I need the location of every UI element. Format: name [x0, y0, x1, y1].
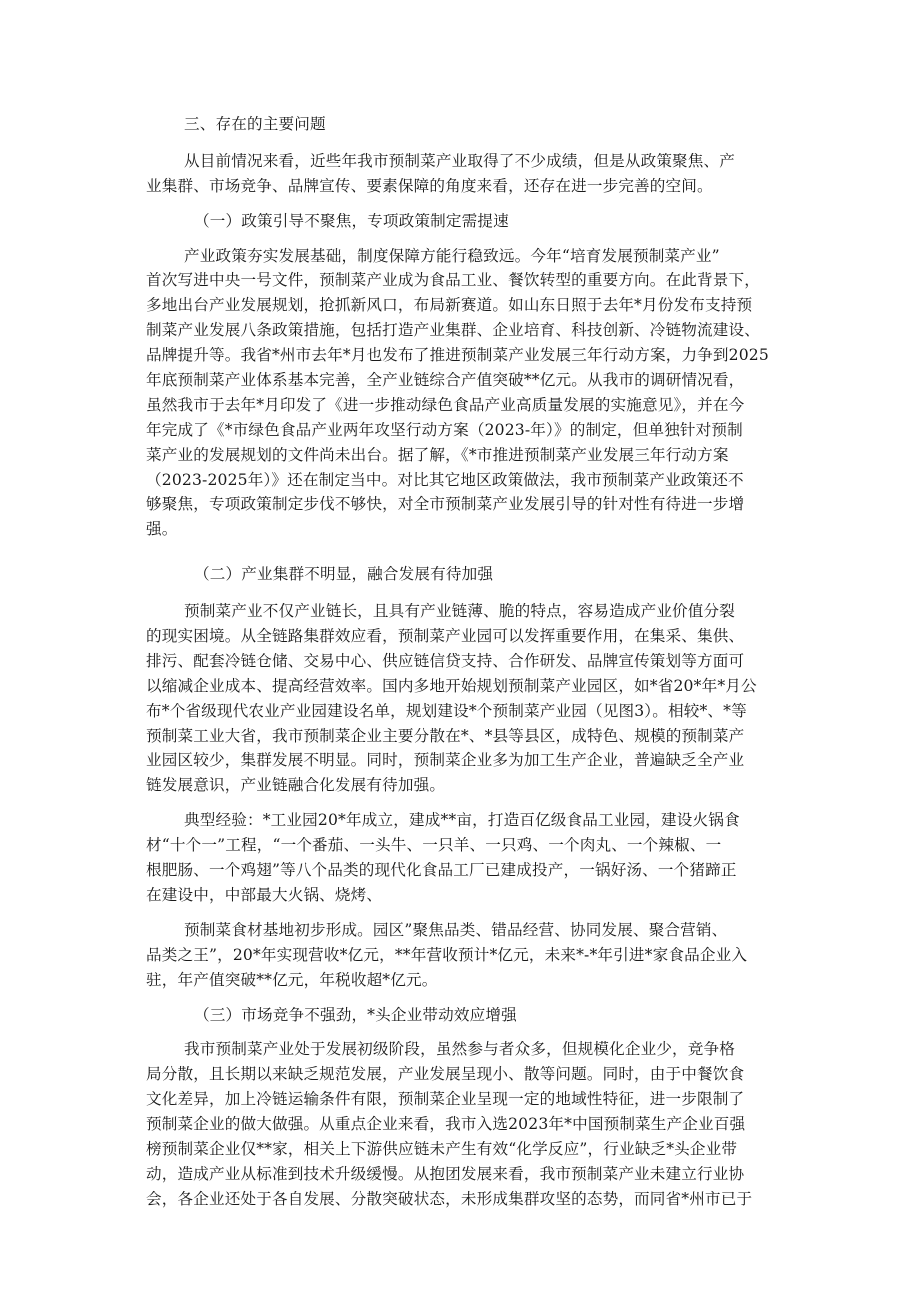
subsection-title-3: （三）市场竞争不强劲，*头企业带动效应增强 — [194, 1005, 517, 1024]
text-line: 材“十个一”工程，“一个番茄、一头牛、一只羊、一只鸡、一个肉丸、一个辣椒、一 — [146, 836, 722, 855]
text-line: 典型经验：*工业园20*年成立，建成**亩，打造百亿级食品工业园，建设火锅食 — [184, 811, 740, 830]
example-paragraph-2 — [146, 918, 794, 993]
text-line: 预制菜工业大省，我市预制菜企业主要分散在*、*县等县区，成特色、规模的预制菜产 — [146, 726, 745, 745]
text-line: 预制菜企业的做大做强。从重点企业来看，我市入选2023年*中国预制菜生产企业百强 — [146, 1115, 746, 1134]
text-line: 虽然我市于去年*月印发了《进一步推动绿色食品产业高质量发展的实施意见》，并在今 — [146, 395, 745, 414]
text-line: 年底预制菜产业体系基本完善，全产业链综合产值突破**亿元。从我市的调研情况看， — [146, 371, 745, 390]
intro-paragraph — [146, 149, 794, 199]
text-line: 榜预制菜企业仅**家，相关上下游供应链未产生有效“化学反应”，行业缺乏*头企业带 — [146, 1139, 738, 1158]
text-line: 会，各企业还处于各自发展、分散突破状态，未形成集群攻坚的态势，而同省*州市已于 — [146, 1189, 753, 1208]
text-line: 驻，年产值突破**亿元，年税收超*亿元。 — [146, 970, 438, 989]
text-line: 首次写进中央一号文件，预制菜产业成为食品工业、餐饮转型的重要方向。在此背景下， — [146, 271, 761, 290]
text-line: （2023-2025年）》还在制定当中。对比其它地区政策做法，我市预制菜产业政策还不 — [146, 470, 744, 489]
text-line: 制菜产业发展八条政策措施，包括打造产业集群、企业培育、科技创新、冷链物流建设、 — [146, 321, 761, 340]
text-line: 排污、配套冷链仓储、交易中心、供应链信贷支持、合作研发、品牌宣传策划等方面可 — [146, 651, 745, 670]
text-line: 预制菜食材基地初步形成。园区”聚焦品类、错品经营、协同发展、聚合营销、 — [184, 920, 728, 939]
text-line: 年完成了《*市绿色食品产业两年攻坚行动方案（2023-年）》的制定，但单独针对预制 — [146, 420, 743, 439]
subsection-title-2: （二）产业集群不明显，融合发展有待加强 — [194, 565, 494, 584]
text-line: 局分散，且长期以来缺乏规范发展，产业发展呈现小、散等问题。同时，由于中餐饮食 — [146, 1065, 745, 1084]
text-line: 品牌提升等。我省*州市去年*月也发布了推进预制菜产业发展三年行动方案，力争到2025 — [146, 346, 769, 365]
document-body — [146, 112, 794, 1212]
text-line: 多地出台产业发展规划，抢抓新风口，布局新赛道。如山东日照于去年*月份发布支持预 — [146, 296, 753, 315]
text-line: 动，造成产业从标准到技术升级缓慢。从抱团发展来看，我市预制菜产业未建立行业协 — [146, 1164, 745, 1183]
text-line: 强。 — [146, 520, 178, 539]
text-line: 以缩减企业成本、提高经营效率。国内多地开始规划预制菜产业园区，如*省20*年*月公 — [146, 676, 757, 695]
subsection-2-paragraph — [146, 599, 794, 798]
text-line: 预制菜产业不仅产业链长，且具有产业链薄、脆的特点，容易造成产业价值分裂 — [184, 602, 736, 621]
example-paragraph — [146, 808, 794, 908]
text-line: 菜产业的发展规划的文件尚未出台。据了解，《*市推进预制菜产业发展三年行动方案 — [146, 445, 729, 464]
subsection-1-paragraph — [146, 244, 794, 543]
subsection-3-paragraph — [146, 1037, 794, 1211]
text-line: 从目前情况来看，近些年我市预制菜产业取得了不少成绩，但是从政策聚焦、产 — [184, 151, 736, 170]
text-line: 文化差异，加上冷链运输条件有限，预制菜企业呈现一定的地域性特征，进一步限制了 — [146, 1090, 745, 1109]
text-line: 够聚焦，专项政策制定步伐不够快，对全市预制菜产业发展引导的针对性有待进一步增 — [146, 495, 745, 514]
text-line: 业集群、市场竞争、品牌宣传、要素保障的角度来看，还存在进一步完善的空间。 — [146, 176, 713, 195]
section-title: 三、存在的主要问题 — [184, 115, 326, 133]
text-line: 品类之王”，20*年实现营收*亿元，**年营收预计*亿元，未来*-*年引进*家食品企业入 — [146, 945, 748, 964]
text-line: 根肥肠、一个鸡翅”等八个品类的现代化食品工厂已建成投产，一锅好汤、一个猪蹄正 — [146, 861, 737, 880]
text-line: 在建设中，中部最大火锅、烧烤、 — [146, 885, 383, 904]
text-line: 我市预制菜产业处于发展初级阶段，虽然参与者众多，但规模化企业少，竞争格 — [184, 1040, 736, 1059]
text-line: 布*个省级现代农业产业园建设名单，规划建设*个预制菜产业园（见图3）。相较*、*等 — [146, 701, 747, 720]
subsection-title-1: （一）政策引导不聚焦，专项政策制定需提速 — [194, 211, 509, 230]
text-line: 业园区较少，集群发展不明显。同时，预制菜企业多为加工生产企业，普遍缺乏全产业 — [146, 751, 745, 770]
text-line: 链发展意识，产业链融合化发展有待加强。 — [146, 776, 446, 795]
text-line: 的现实困境。从全链路集群效应看，预制菜产业园可以发挥重要作用，在集采、集供、 — [146, 627, 745, 646]
text-line: 产业政策夯实发展基础，制度保障方能行稳致远。今年“培育发展预制菜产业” — [184, 246, 720, 265]
